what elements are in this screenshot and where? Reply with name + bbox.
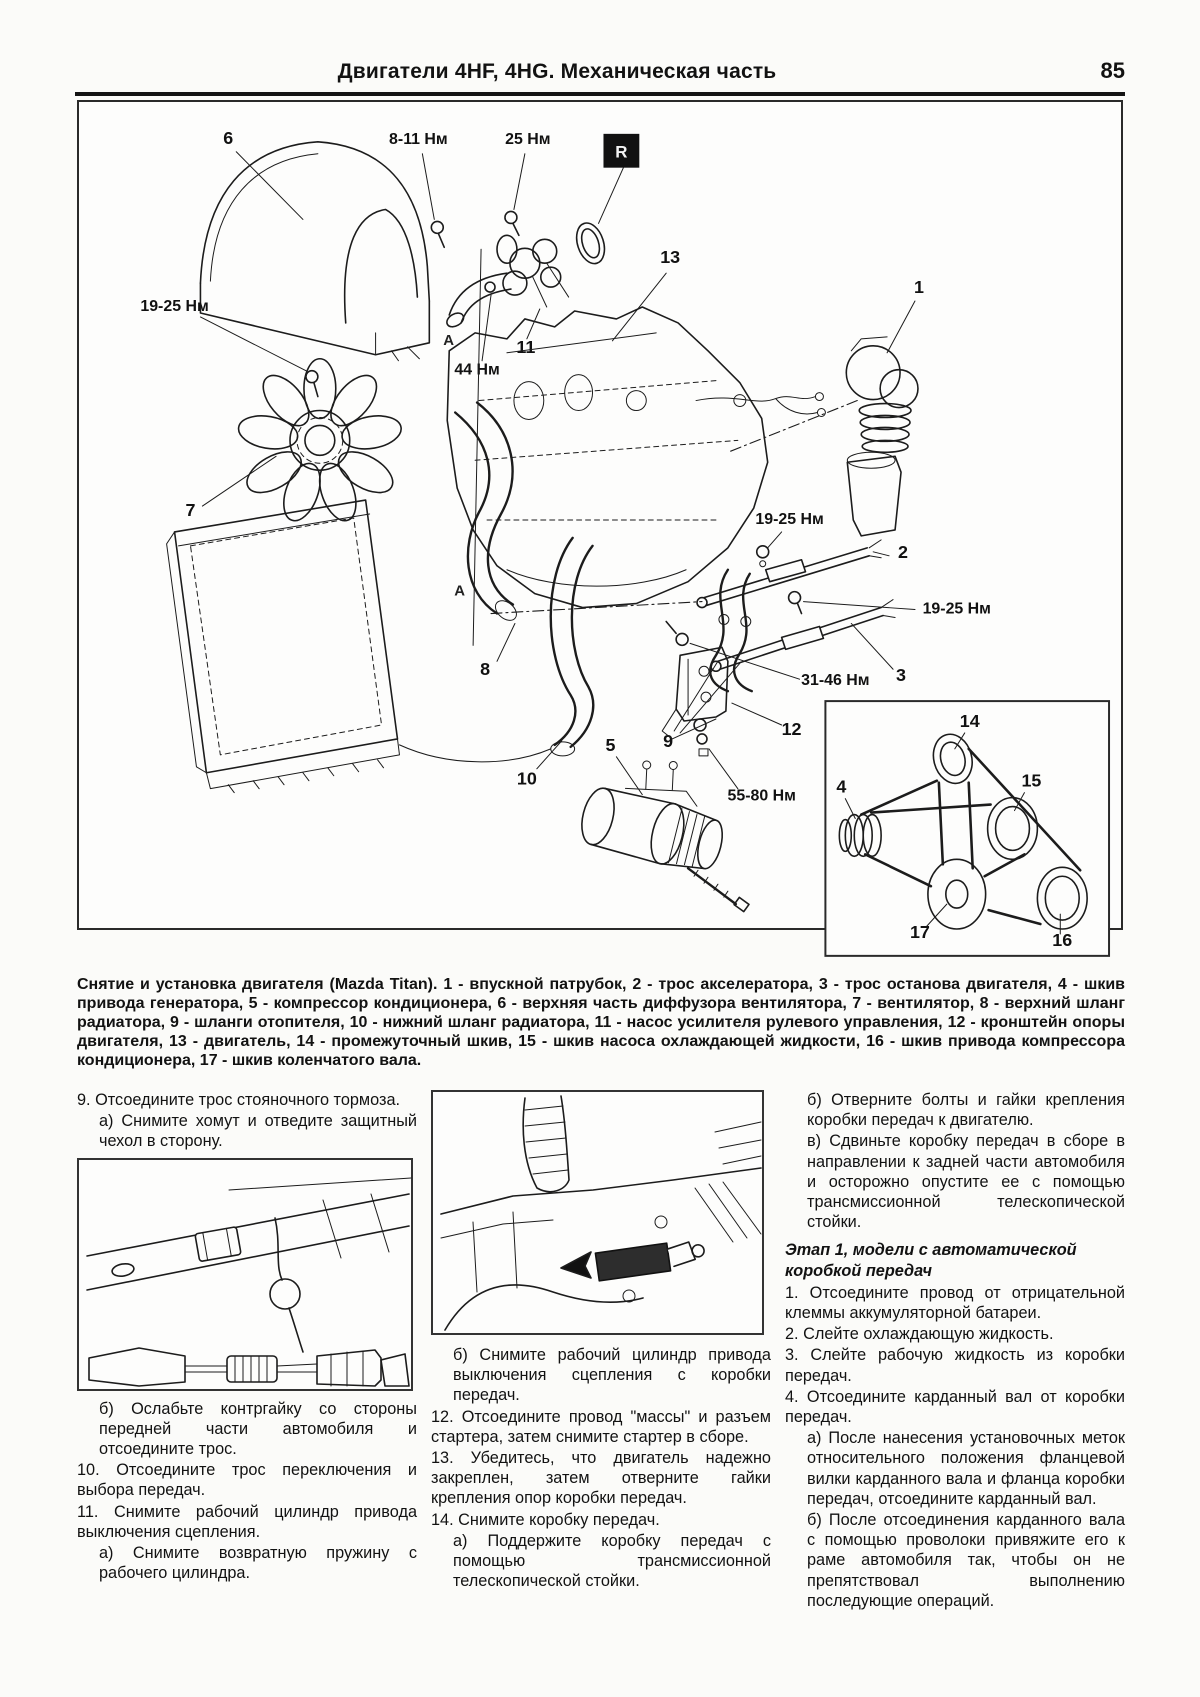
- column-right: [785, 1090, 1125, 1612]
- part-label-7: 7: [185, 499, 196, 520]
- leader-12: [732, 703, 782, 725]
- part-label-10: 10: [516, 768, 537, 789]
- leader-19-25-right: [804, 602, 915, 610]
- lower-hose-drawing: [399, 538, 593, 762]
- bolt-icon: [666, 621, 688, 645]
- torque-19-25-right: 19-25 Нм: [922, 600, 991, 618]
- text-columns: [77, 1090, 1125, 1612]
- header-rule: [75, 92, 1125, 96]
- water-outlet-drawing: [444, 235, 568, 329]
- part-label-4: 4: [836, 776, 847, 797]
- r-marker: R: [615, 142, 628, 162]
- figure-caption: Снятие и установка двигателя (Mazda Titan). 1 - впускной патрубок, 2 - трос акселератора, 3 - трос останова двигателя, 4 - шкив привода генератора, 5 - компрессор кондиционера, 6 - верхняя часть диффузора вентилятора, 7 - вентилятор, 8 - верхний шланг радиатора, 9 - шланги отопителя, 10 - нижний шланг радиатора, 11 - насос усилителя рулевого управления, 12 - кронштейн опоры двигателя, 13 - двигатель, 14 - промежуточный шкив, 15 - шкив насоса охлаждающей жидкости, 16 - шкив привода компрессора кондиционера, 17 - шкив коленчатого вала.: [77, 976, 1125, 1069]
- part-label-3: 3: [896, 665, 907, 686]
- leader-19-25-center: [768, 532, 782, 548]
- leader-9: [674, 661, 740, 733]
- bolt-icon: [789, 592, 802, 614]
- washer-stack-drawing: [694, 719, 708, 756]
- parking-brake-cable-drawing: [87, 1178, 411, 1386]
- leader-44: [482, 295, 491, 361]
- part-label-2: 2: [898, 541, 909, 562]
- clutch-slave-cylinder-drawing: [441, 1096, 761, 1330]
- leader-2: [873, 552, 889, 556]
- leader-13: [612, 273, 666, 341]
- belt-inset: [825, 701, 1109, 956]
- part-label-14: 14: [959, 710, 980, 731]
- substep-paragraph: а) Снимите возвратную пружину с рабочего цилиндра.: [99, 1544, 417, 1583]
- substep-paragraph: а) Поддержите коробку передач с помощью трансмиссионной телескопической стойки.: [453, 1531, 771, 1591]
- torque-31-46: 31-46 Нм: [801, 672, 870, 690]
- stop-cable-drawing: [711, 600, 895, 672]
- torque-55-80: 55-80 Нм: [727, 787, 796, 805]
- substep-paragraph: б) Ослабьте контргайку со стороны передней части автомобиля и отсоедините трос.: [99, 1399, 417, 1459]
- engine-removal-figure: [77, 100, 1123, 950]
- bolt-icon: [505, 211, 519, 235]
- page-title: Двигатели 4HF, 4HG. Механическая часть: [337, 60, 777, 83]
- step-paragraph: 14. Снимите коробку передач.: [431, 1510, 660, 1529]
- step-paragraph: 1. Отсоедините провод от отрицательной клеммы аккумуляторной батареи.: [785, 1283, 1125, 1323]
- step-paragraph: 3. Слейте рабочую жидкость из коробки передач.: [785, 1346, 1125, 1385]
- bolt-icon: [485, 282, 495, 292]
- bolt-icon: [306, 371, 318, 397]
- step-paragraph: 4. Отсоедините карданный вал от коробки передач.: [785, 1387, 1125, 1427]
- leader-11: [527, 309, 540, 339]
- column-left: [77, 1090, 417, 1612]
- substep-paragraph: б) Снимите рабочий цилиндр привода выключения сцепления с коробки передач.: [453, 1346, 771, 1405]
- substep-paragraph: б) После отсоединения карданного вала с помощью проволоки привяжите его к раме автомобиля так, чтобы он не препятствовал выполнению последующие операций.: [807, 1511, 1125, 1610]
- leader-25: [514, 154, 525, 210]
- column-middle: [431, 1090, 771, 1612]
- torque-44: 44 Нм: [454, 361, 500, 379]
- step-paragraph: 13. Убедитесь, что двигатель надежно закреплен, затем отверните гайки крепления опор коробки передач.: [431, 1449, 771, 1508]
- part-label-13: 13: [660, 247, 681, 268]
- substep-paragraph: а) Снимите хомут и отведите защитный чехол в сторону.: [99, 1112, 417, 1151]
- leader-1: [887, 301, 915, 353]
- part-label-6: 6: [223, 127, 234, 148]
- torque-25: 25 Нм: [505, 130, 551, 148]
- substep-paragraph: в) Сдвиньте коробку передач в сборе в направлении к задней части автомобиля и осторожно опустите ее с помощью трансмиссионной телескопической стойки.: [807, 1132, 1125, 1232]
- step-paragraph: 2. Слейте охлаждающую жидкость.: [785, 1325, 1054, 1344]
- compressor-drawing: [576, 743, 738, 877]
- clutch-slave-cylinder-image: [431, 1090, 764, 1335]
- leader-8-11: [422, 154, 434, 220]
- long-bolt-drawing: [688, 868, 749, 911]
- torque-8-11: 8-11 Нм: [389, 130, 448, 148]
- substep-paragraph: б) Отверните болты и гайки крепления коробки передач к двигателю.: [807, 1091, 1125, 1130]
- substep-paragraph: а) После нанесения установочных меток относительного положения фланцевой вилки карданного вала и фланца коробки передач, отсоедините карданный вал.: [807, 1429, 1125, 1508]
- fan-drawing: [236, 359, 404, 526]
- part-label-15: 15: [1021, 770, 1042, 791]
- leader-7: [202, 456, 276, 506]
- bolt-icon: [431, 221, 444, 247]
- leader-8: [497, 623, 515, 661]
- part-label-5: 5: [605, 734, 616, 755]
- part-label-8: 8: [480, 659, 491, 680]
- page-number: 85: [1100, 58, 1125, 83]
- o-ring-drawing: [572, 219, 610, 267]
- part-label-17: 17: [909, 921, 930, 942]
- a-marker: A: [454, 582, 465, 600]
- torque-19-25-center: 19-25 Нм: [755, 510, 824, 528]
- step-paragraph: 11. Снимите рабочий цилиндр привода выключения сцепления.: [77, 1502, 417, 1541]
- a-marker: A: [443, 331, 455, 349]
- engine-removal-diagram: [79, 102, 1121, 950]
- leader-r: [599, 168, 624, 224]
- step-paragraph: 10. Отсоедините трос переключения и выбора передач.: [77, 1461, 417, 1500]
- torque-19-25-left: 19-25 Нм: [140, 297, 209, 315]
- part-label-11: 11: [516, 336, 536, 357]
- fan-shroud-drawing: [200, 142, 429, 361]
- radiator-drawing: [167, 500, 400, 793]
- intake-pipe-drawing: [728, 337, 918, 536]
- part-label-12: 12: [781, 718, 802, 739]
- step-paragraph: 9. Отсоедините трос стояночного тормоза.: [77, 1091, 401, 1109]
- part-label-9: 9: [663, 730, 674, 751]
- bolt-icon: [757, 546, 769, 567]
- parking-brake-cable-image: [77, 1158, 413, 1391]
- part-label-16: 16: [1052, 929, 1073, 950]
- step-paragraph: 12. Отсоедините провод "массы" и разъем стартера, затем снимите стартер в сборе.: [431, 1407, 771, 1446]
- stage-heading: Этап 1, модели с автоматической коробкой передач: [785, 1241, 1077, 1280]
- leader-3: [851, 623, 893, 669]
- part-label-1: 1: [913, 277, 924, 298]
- leader-55-80: [709, 749, 738, 789]
